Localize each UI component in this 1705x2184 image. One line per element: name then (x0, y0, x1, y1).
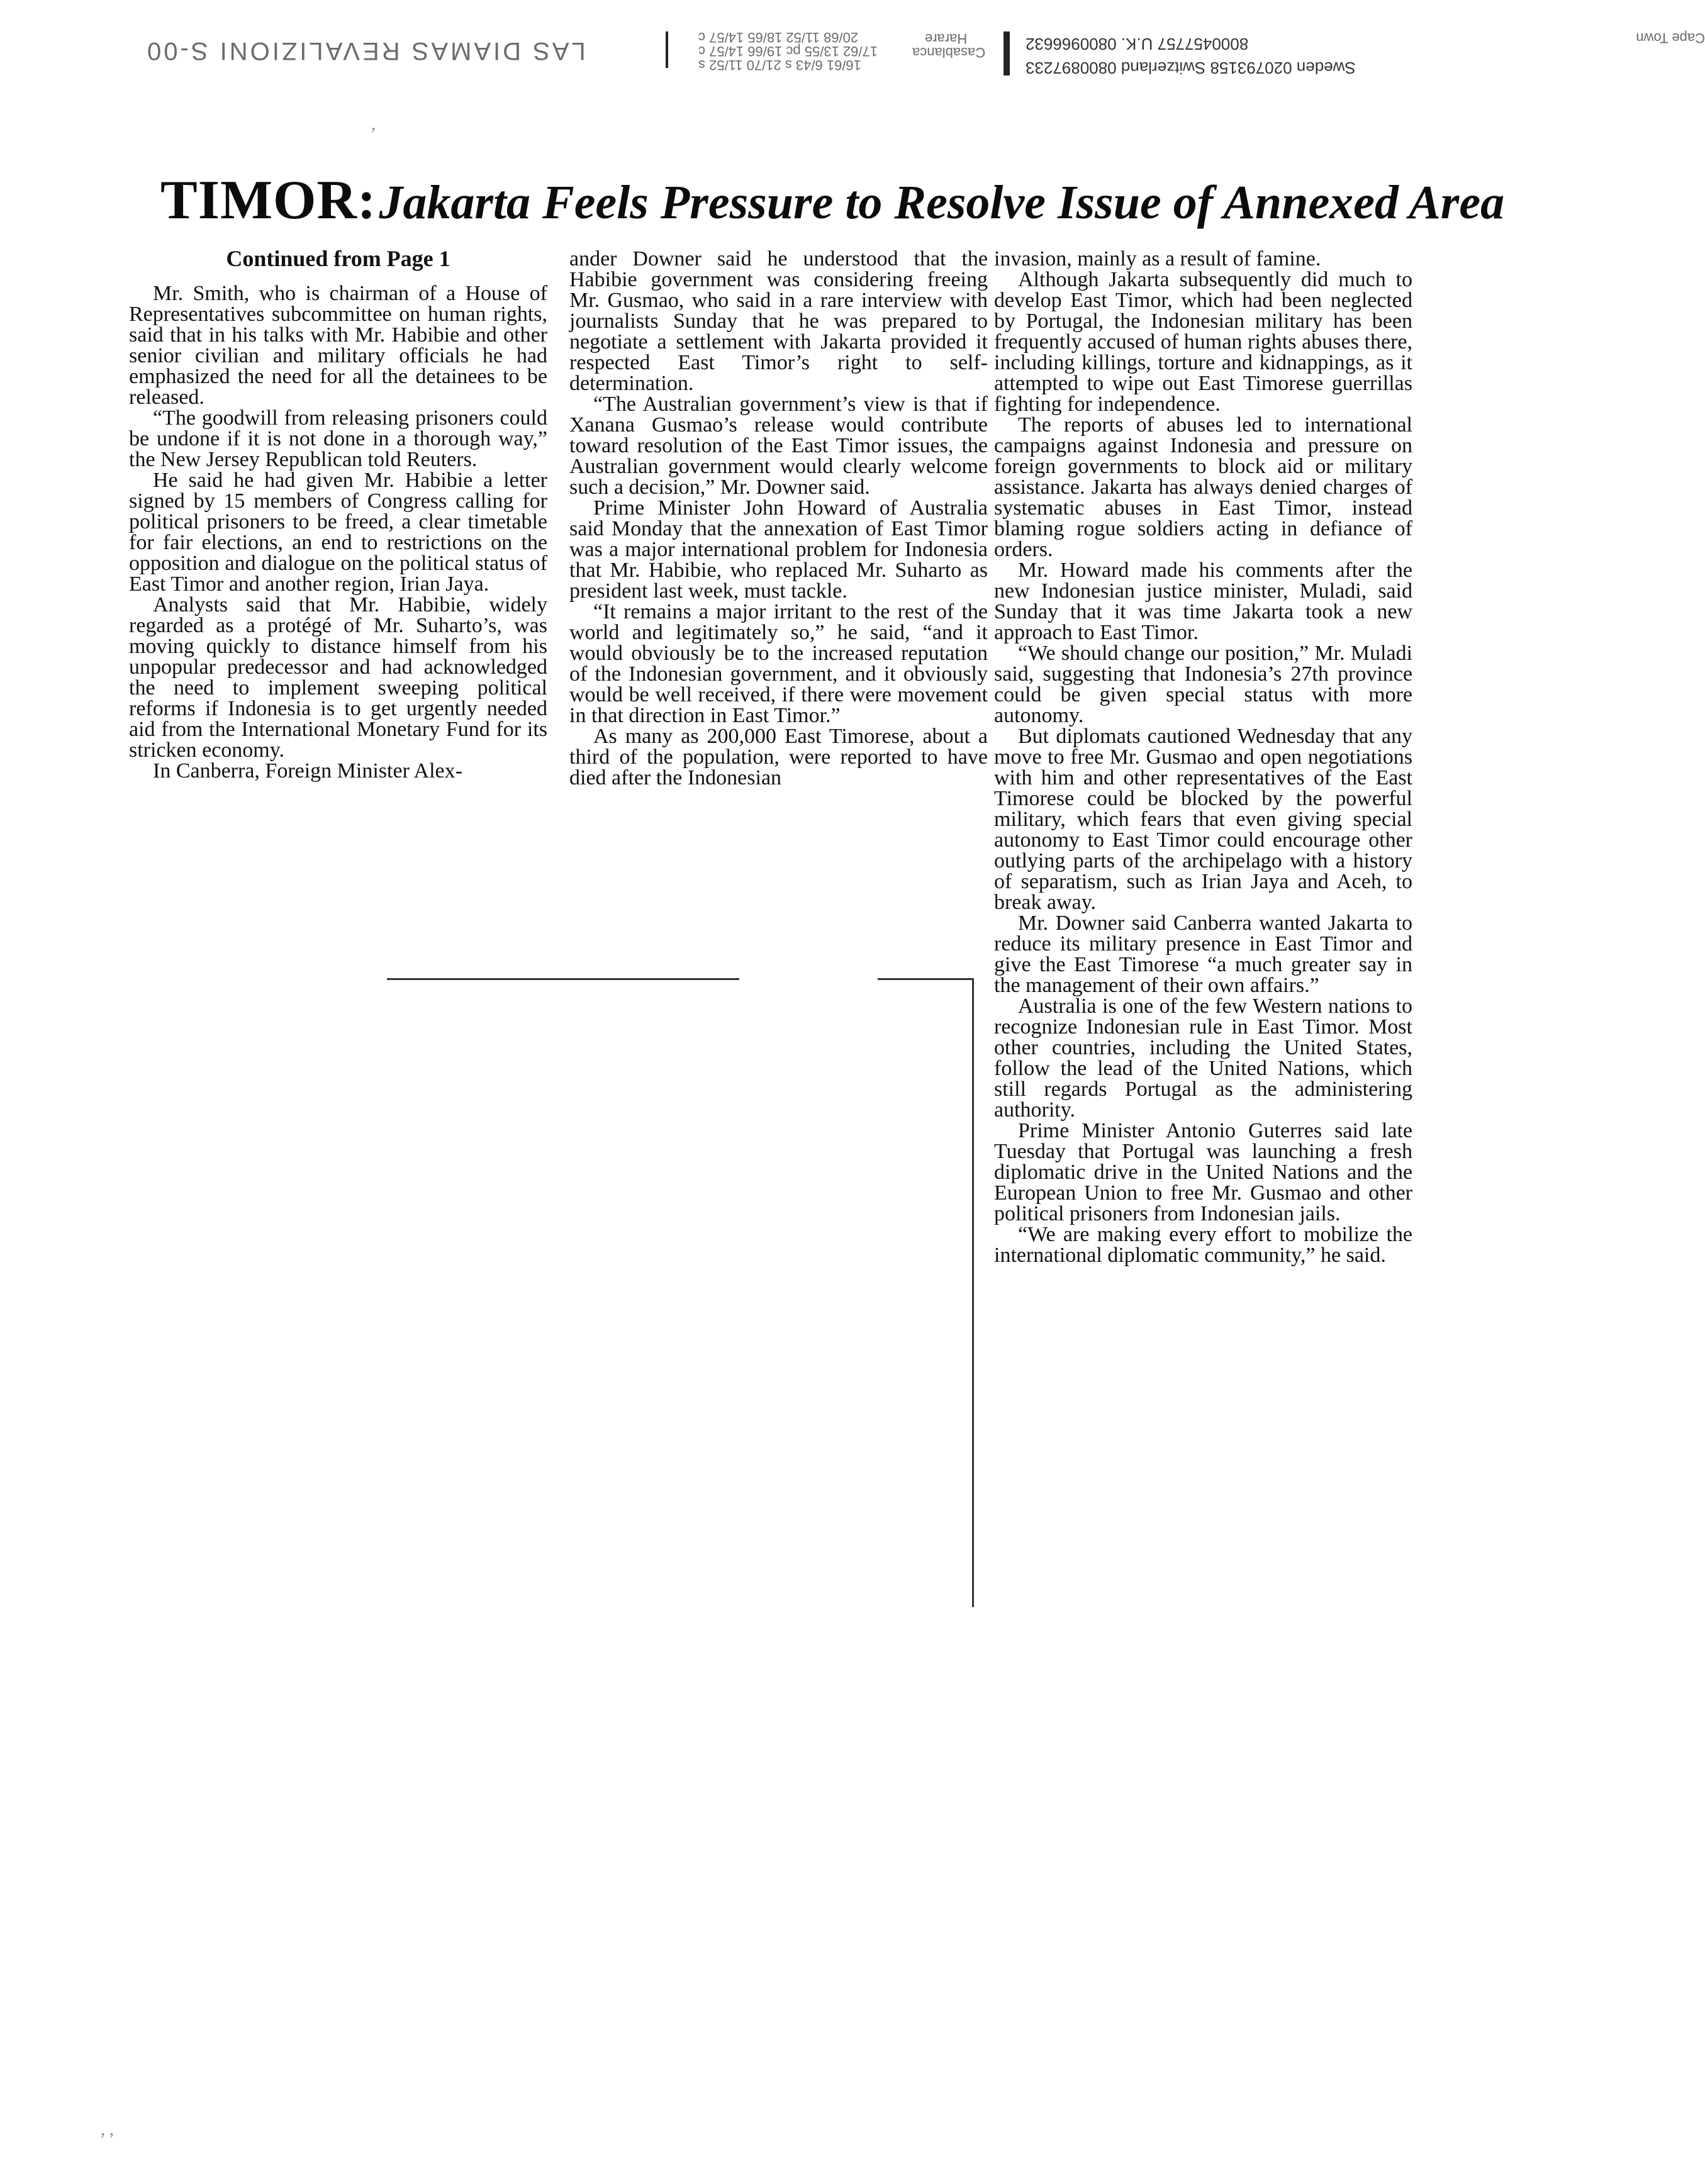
paragraph: In Canberra, Foreign Minister Alex- (153, 759, 462, 783)
column-divider-vertical (972, 978, 974, 1607)
ghost-divider-1 (666, 31, 668, 68)
ghost-masthead-text: LAS DIAMAS REVALIZIONI S-00 (145, 37, 586, 65)
paragraph: “We are making every effort to mobilize the international diplomatic community,” he said. (994, 1223, 1412, 1267)
ghost-code-row-3: 20/68 11/52 18/65 14/57 c (698, 30, 859, 45)
paragraph: He said he had given Mr. Habibie a letter signed by 15 members of Congress calling for political prisoners to be freed, a clear timetable for fair elections, an end to restrictions on the opposition and dialogue on the political status of East Timor and another region, Irian Jaya. (129, 469, 547, 596)
ghost-code-row-1: 16/61 6/43 s 21/70 11/52 s (698, 57, 861, 73)
paragraph: Analysts said that Mr. Habibie, widely regarded as a protégé of Mr. Suharto’s, was moving quickly to distance himself from his unpopular predecessor and had acknowledged the need to implement sweeping political reforms if Indonesia is to get urgently needed aid from the International Monetary Fund for its stricken economy. (129, 593, 547, 762)
paragraph: “It remains a major irritant to the rest of the world and legitimately so,” he said, “and it would obviously be to the increased reputation of the Indonesian government, and it obviously would be well received, if there were movement in that direction in East Timor.” (569, 600, 988, 727)
paragraph: “The goodwill from releasing prisoners could be undone if it is not done in a thorough way,” the New Jersey Republican told Reuters. (129, 406, 547, 471)
bottom-rule-left (387, 978, 739, 980)
paragraph: Although Jakarta subsequently did much to develop East Timor, which had been neglected by Portugal, the Indonesian military has been frequently accused of human rights abuses there, including killings, torture and kidnappings, as it attempted to wipe out East Timorese guerrillas fighting for independence. (994, 268, 1412, 416)
article-column-2 (569, 248, 988, 788)
ghost-divider-2 (1003, 31, 1010, 75)
article-column-1 (129, 248, 547, 781)
ghost-city: Cape Town (1636, 30, 1705, 46)
ghost-phone-row-1: Sweden 020793158 Switzerland 0800897233 (1026, 58, 1356, 77)
scan-mark: , , (101, 2120, 114, 2139)
paragraph: Prime Minister John Howard of Australia said Monday that the annexation of East Timor was a major international problem for Indonesia that Mr. Habibie, who replaced Mr. Suharto as president last week, must tackle. (569, 496, 988, 603)
ghost-phone-row-2: 8000457757 U.K. 0800966632 (1026, 35, 1249, 53)
paragraph: Mr. Howard made his comments after the new Indonesian justice minister, Muladi, said Sunday that it was time Jakarta took a new approach to East Timor. (994, 559, 1412, 644)
paragraph: Prime Minister Antonio Guterres said late Tuesday that Portugal was launching a fresh diplomatic drive in the United Nations and the European Union to free Mr. Gusmao and other political prisoners from Indonesian jails. (994, 1119, 1412, 1225)
bottom-rule-right (878, 978, 972, 980)
paragraph: invasion, mainly as a result of famine. (994, 247, 1321, 270)
paragraph: Mr. Smith, who is chairman of a House of Representatives subcommittee on human rights, said that in his talks with Mr. Habibie and other senior civilian and military officials he had emphasized the need for all the detainees to be released. (129, 282, 547, 409)
paragraph: ander Downer said he understood that the Habibie government was considering freeing Mr. Gusmao, who said in a rare interview with journalists Sunday that he was prepared to negotiate a settlement with Jakarta provided it respected East Timor’s right to self-determination. (569, 247, 988, 395)
bleed-through-header (0, 25, 1705, 120)
ghost-code-row-2: 17/62 13/55 pc 19/66 14/57 c (698, 43, 878, 59)
scan-mark: , (371, 114, 376, 134)
paragraph: “The Australian government’s view is that if Xanana Gusmao’s release would contribute toward resolution of the East Timor issues, the Australian government would clearly welcome such a decision,” Mr. Downer said. (569, 393, 988, 499)
headline-deck: Jakarta Feels Pressure to Resolve Issue of Annexed Area (379, 176, 1505, 229)
headline (160, 169, 1505, 232)
ghost-city-3: Harare (925, 31, 968, 47)
continued-from-label: Continued from Page 1 (226, 246, 450, 271)
headline-kicker: TIMOR: (160, 170, 377, 231)
paragraph: Australia is one of the few Western nations to recognize Indonesian rule in East Timor. Most other countries, including the United States, follow the lead of the United Nations, which still regards Portugal as the administering authority. (994, 994, 1412, 1122)
paragraph: “We should change our position,” Mr. Muladi said, suggesting that Indonesia’s 27th province could be given special status with more autonomy. (994, 642, 1412, 727)
paragraph: The reports of abuses led to international campaigns against Indonesia and pressure on foreign governments to block aid or military assistance. Jakarta has always denied charges of systematic abuses in East Timor, instead blaming rogue soldiers acting in defiance of orders. (994, 413, 1412, 561)
ghost-city-2: Casablanca (912, 45, 986, 60)
paragraph: As many as 200,000 East Timorese, about a third of the population, were reported to have died after the Indonesian (569, 725, 988, 789)
paragraph: But diplomats cautioned Wednesday that any move to free Mr. Gusmao and open negotiations with him and other representatives of the East Timorese could be blocked by the powerful military, which fears that even giving special autonomy to East Timor could encourage other outlying parts of the archipelago with a history of separatism, such as Irian Jaya and Aceh, to break away. (994, 725, 1412, 914)
article-column-3 (994, 248, 1412, 1266)
paragraph: Mr. Downer said Canberra wanted Jakarta to reduce its military presence in East Timor and give the East Timorese “a much greater say in the management of their own affairs.” (994, 911, 1412, 997)
